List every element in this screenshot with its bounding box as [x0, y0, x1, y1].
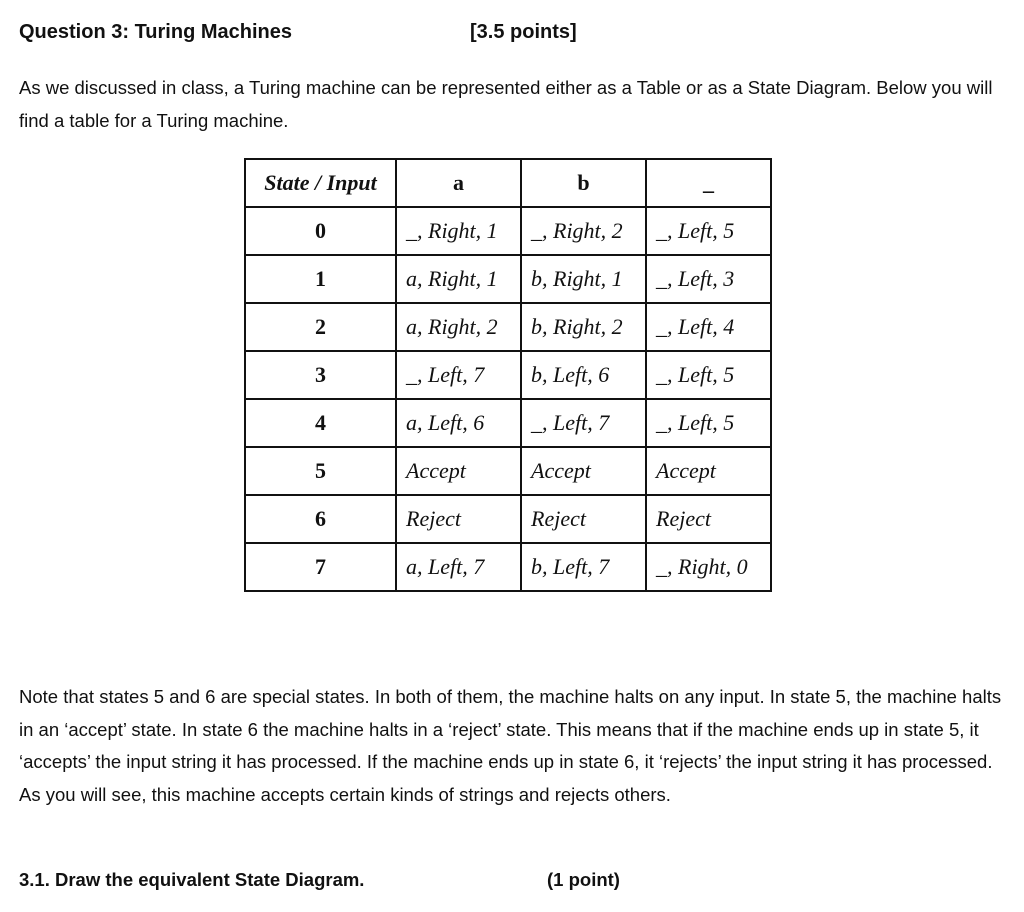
question-points: [3.5 points]: [470, 21, 577, 43]
transition-cell: _, Left, 5: [646, 399, 771, 447]
state-cell: 1: [245, 255, 396, 303]
table-row: [245, 303, 771, 351]
transition-cell: Reject: [521, 495, 646, 543]
state-cell: 2: [245, 303, 396, 351]
transition-cell: a, Right, 1: [396, 255, 521, 303]
state-cell: 0: [245, 207, 396, 255]
transition-cell: b, Right, 1: [521, 255, 646, 303]
state-cell: 7: [245, 543, 396, 591]
transition-cell: Accept: [521, 447, 646, 495]
transition-cell: Reject: [396, 495, 521, 543]
transition-cell: _, Right, 1: [396, 207, 521, 255]
state-cell: 4: [245, 399, 396, 447]
table-row: [245, 543, 771, 591]
column-header-a: a: [396, 159, 521, 207]
transition-cell: Reject: [646, 495, 771, 543]
intro-paragraph: As we discussed in class, a Turing machine can be represented either as a Table or as a State Diagram. Below you will find a table for a Turing machine.: [19, 77, 993, 131]
transition-cell: b, Left, 7: [521, 543, 646, 591]
transition-cell: _, Left, 3: [646, 255, 771, 303]
transition-cell: _, Left, 4: [646, 303, 771, 351]
state-cell: 6: [245, 495, 396, 543]
table-row: [245, 447, 771, 495]
turing-machine-table: [244, 158, 772, 592]
state-cell: 5: [245, 447, 396, 495]
transition-cell: _, Right, 2: [521, 207, 646, 255]
note-paragraph: Note that states 5 and 6 are special states. In both of them, the machine halts on any input. In state 5, the machine halts in an ‘accept’ state. In state 6 the machine halts in a ‘reject’ state. This means that if the machine ends up in state 5, it ‘accepts’ the input string it has processed. If the machine ends up in state 6, it ‘rejects’ the input string it has processed. As you will see, this machine accepts certain kinds of strings and rejects others.: [19, 686, 1002, 805]
state-input-header: State / Input: [245, 159, 396, 207]
subquestion-title: 3.1. Draw the equivalent State Diagram.: [19, 869, 365, 890]
transition-cell: _, Left, 5: [646, 351, 771, 399]
transition-cell: b, Right, 2: [521, 303, 646, 351]
transition-cell: _, Left, 5: [646, 207, 771, 255]
column-header-blank: _: [646, 159, 771, 207]
state-cell: 3: [245, 351, 396, 399]
transition-cell: Accept: [646, 447, 771, 495]
transition-cell: a, Left, 7: [396, 543, 521, 591]
column-header-b: b: [521, 159, 646, 207]
transition-cell: b, Left, 6: [521, 351, 646, 399]
table-row: [245, 399, 771, 447]
transition-cell: _, Left, 7: [396, 351, 521, 399]
transition-cell: a, Left, 6: [396, 399, 521, 447]
table-row: [245, 351, 771, 399]
transition-cell: _, Right, 0: [646, 543, 771, 591]
question-title: Question 3: Turing Machines: [19, 21, 292, 43]
transition-cell: a, Right, 2: [396, 303, 521, 351]
table-row: [245, 207, 771, 255]
transition-cell: _, Left, 7: [521, 399, 646, 447]
table-row: [245, 255, 771, 303]
table-row: [245, 495, 771, 543]
transition-cell: Accept: [396, 447, 521, 495]
table-header-row: [245, 159, 771, 207]
subquestion-points: (1 point): [547, 869, 620, 890]
